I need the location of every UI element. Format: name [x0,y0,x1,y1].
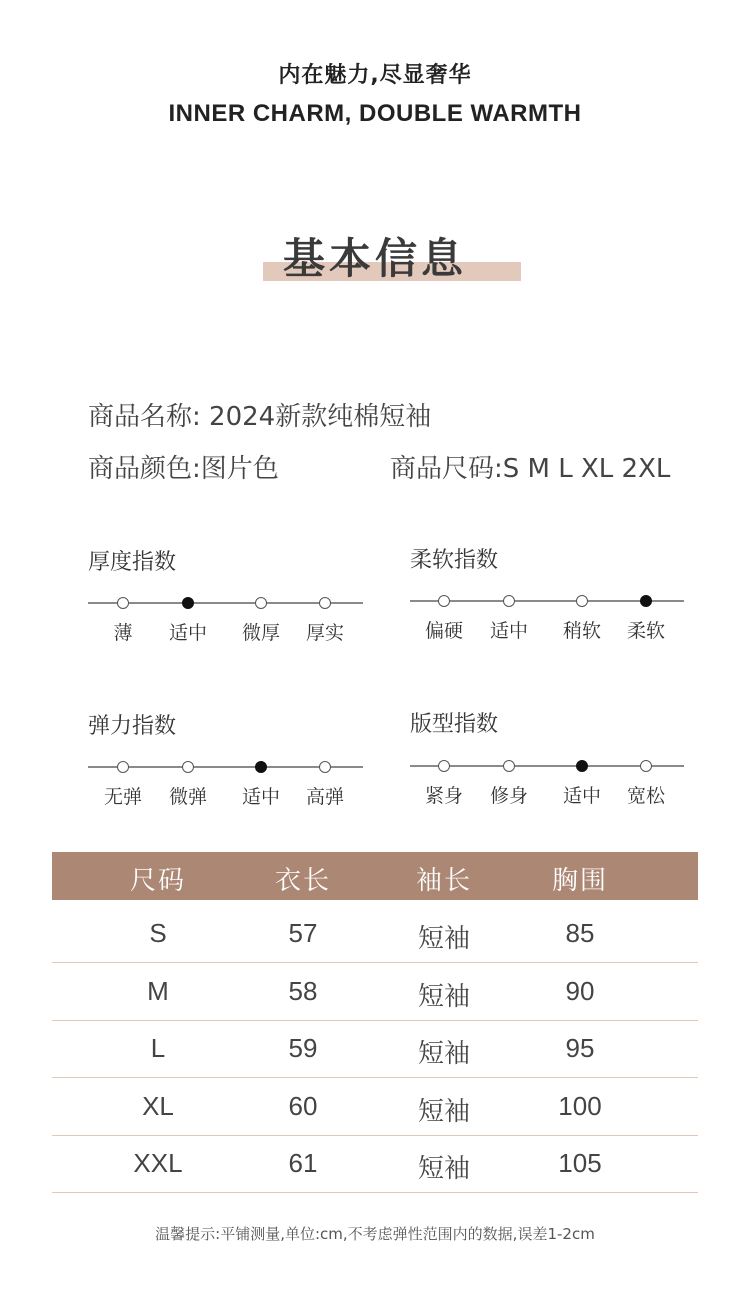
cell-size: L [150,1033,166,1064]
softness-scale-label: 偏硬 [424,620,464,642]
section-title: 基本信息 [282,234,467,283]
product-sizes: 商品尺码:S M L XL 2XL [390,454,671,484]
cell-chest: 95 [565,1033,595,1064]
elasticity-scale-label: 适中 [241,786,281,808]
elasticity-index-title: 弹力指数 [88,714,177,739]
fit-scale-dot [640,760,652,772]
cell-chest: 85 [565,918,595,948]
size-table-header [52,852,698,900]
softness-scale-dot [576,595,588,607]
softness-scale-label: 适中 [489,620,529,642]
fit-scale-label: 适中 [562,785,602,807]
thickness-index-title: 厚度指数 [88,550,177,575]
thickness-scale-dot-selected [182,597,194,609]
fit-scale-dot [503,760,515,772]
cell-sleeve: 短袖 [417,924,471,954]
elasticity-scale-dot-selected [255,761,267,773]
cell-length: 60 [288,1090,318,1121]
fit-scale-label: 宽松 [626,785,666,807]
softness-scale-label: 稍软 [562,620,602,642]
cell-sleeve: 短袖 [417,981,471,1012]
elasticity-scale-label: 微弹 [168,786,208,808]
cell-size: S [149,918,167,948]
cell-chest: 100 [558,1090,602,1121]
product-name: 商品名称: 2024新款纯棉短袖 [88,402,432,432]
softness-scale-dot [503,595,515,607]
cell-sleeve: 短袖 [417,1039,471,1070]
table-row [52,904,698,963]
fit-index-title: 版型指数 [410,712,499,737]
thickness-scale-label: 适中 [168,622,208,644]
thickness-scale-dot [255,597,267,609]
elasticity-scale-label: 无弹 [103,786,143,808]
table-row [52,962,698,1021]
measurement-note: 温馨提示:平铺测量,单位:cm,不考虑弹性范围内的数据,误差1-2cm [155,1225,595,1243]
elasticity-scale-dot [182,761,194,773]
fit-scale-dot-selected [576,760,588,772]
slogan-english: INNER CHARM, DOUBLE WARMTH [168,100,582,127]
cell-size: XXL [133,1148,183,1179]
header-length: 衣长 [274,866,332,896]
thickness-scale-label: 厚实 [305,622,345,644]
thickness-scale-label: 微厚 [241,622,281,644]
header-size: 尺码 [129,866,187,896]
thickness-scale-dot [117,597,129,609]
cell-chest: 105 [558,1148,602,1179]
softness-index-title: 柔软指数 [410,548,499,573]
thickness-scale-label: 薄 [113,622,133,644]
table-row [52,1134,698,1193]
elasticity-scale-label: 高弹 [305,786,345,808]
elasticity-scale-dot [117,761,129,773]
softness-scale-dot-selected [640,595,652,607]
softness-scale-dot [438,595,450,607]
cell-length: 57 [288,918,318,948]
softness-scale-label: 柔软 [626,620,666,642]
table-row [52,1077,698,1136]
cell-chest: 90 [565,975,595,1006]
fit-scale-label: 修身 [489,785,529,807]
cell-length: 58 [288,975,318,1006]
cell-sleeve: 短袖 [417,1096,471,1127]
cell-size: XL [142,1090,174,1121]
thickness-scale-dot [319,597,331,609]
elasticity-scale-dot [319,761,331,773]
fit-scale-label: 紧身 [424,785,464,807]
cell-length: 59 [288,1033,318,1064]
cell-sleeve: 短袖 [417,1154,471,1185]
cell-size: M [147,975,169,1006]
slogan-chinese: 内在魅力,尽显奢华 [278,63,472,88]
product-color: 商品颜色:图片色 [88,454,279,484]
table-row [52,1019,698,1078]
header-chest: 胸围 [551,866,609,896]
fit-scale-dot [438,760,450,772]
header-sleeve: 袖长 [415,866,473,896]
cell-length: 61 [288,1148,318,1179]
